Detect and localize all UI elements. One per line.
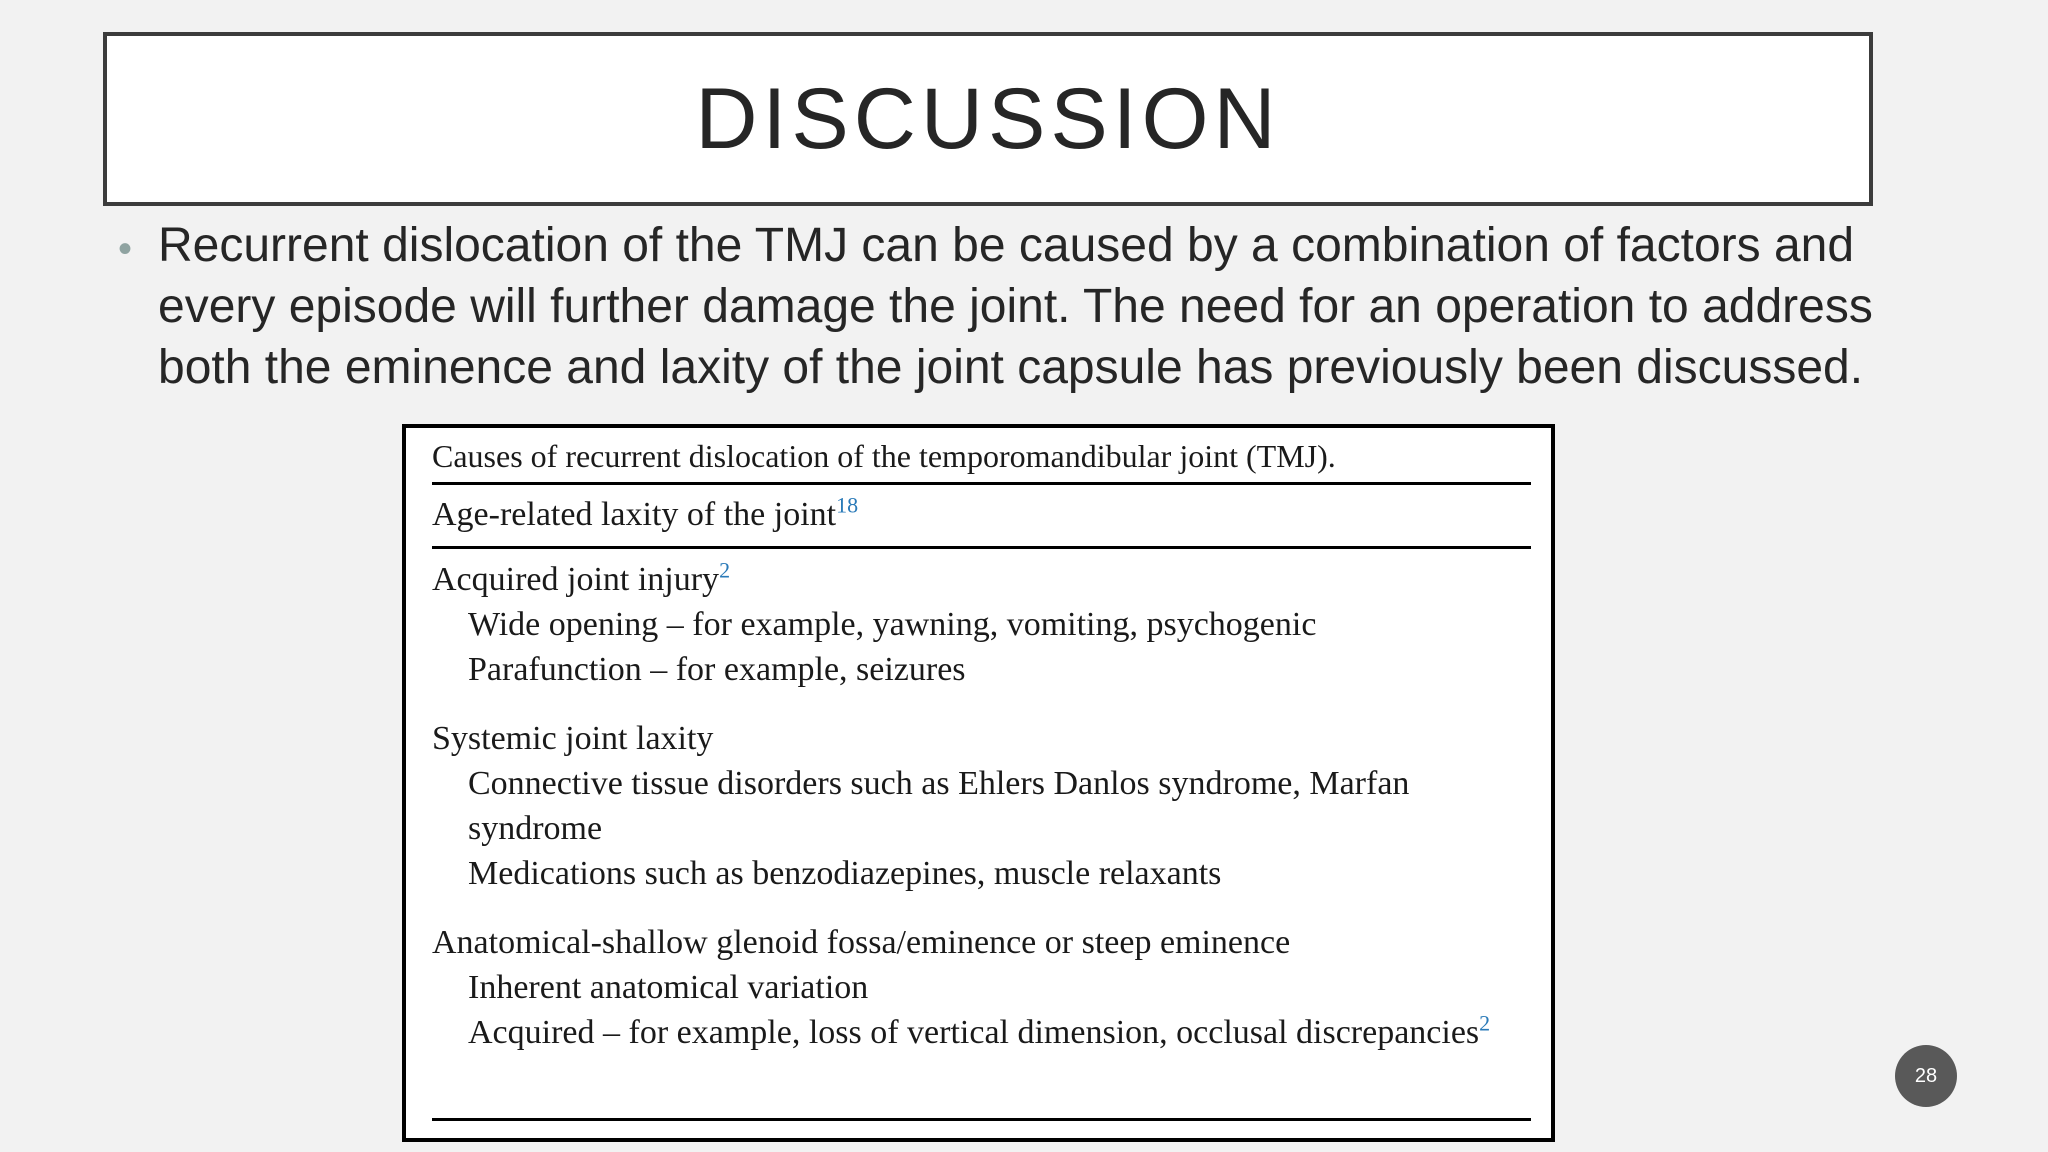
section-heading: Acquired joint injury [432,561,720,598]
section-heading: Systemic joint laxity [432,720,714,757]
table-section-acquired-injury [432,549,1531,692]
slide-title-box [103,32,1873,206]
section-item: Wide opening – for example, yawning, vomiting, psychogenic [468,606,1317,643]
bullet-list [118,215,1878,398]
table-row-age-related [432,485,1531,549]
table-bottom-rule [432,1118,1531,1121]
page-number-badge: 28 [1895,1045,1957,1107]
row-text: Age-related laxity of the joint [432,496,837,533]
section-heading: Anatomical-shallow glenoid fossa/eminence or steep eminence [432,924,1291,961]
bullet-text: Recurrent dislocation of the TMJ can be caused by a combination of factors and every episode will further damage the joint. The need for an operation to address both the eminence and laxity of the joint capsule has previously been discussed. [158,219,1873,394]
causes-table [402,424,1555,1142]
section-item: Acquired – for example, loss of vertical dimension, occlusal discrepancies [468,1014,1480,1051]
table-caption: Causes of recurrent dislocation of the temporomandibular joint (TMJ). [432,428,1531,485]
reference-link[interactable]: 2 [1479,1010,1491,1036]
table-section-anatomical [432,896,1531,1055]
reference-link[interactable]: 2 [719,557,731,583]
section-item: Medications such as benzodiazepines, muscle relaxants [468,855,1222,892]
reference-link[interactable]: 18 [836,492,859,518]
section-item: Connective tissue disorders such as Ehlers Danlos syndrome, Marfan syndrome [468,765,1410,847]
slide-title: DISCUSSION [695,70,1281,167]
bullet-dot-icon: • [118,227,133,271]
section-item: Parafunction – for example, seizures [468,651,966,688]
table-section-systemic-laxity [432,692,1531,896]
section-item: Inherent anatomical variation [468,969,869,1006]
